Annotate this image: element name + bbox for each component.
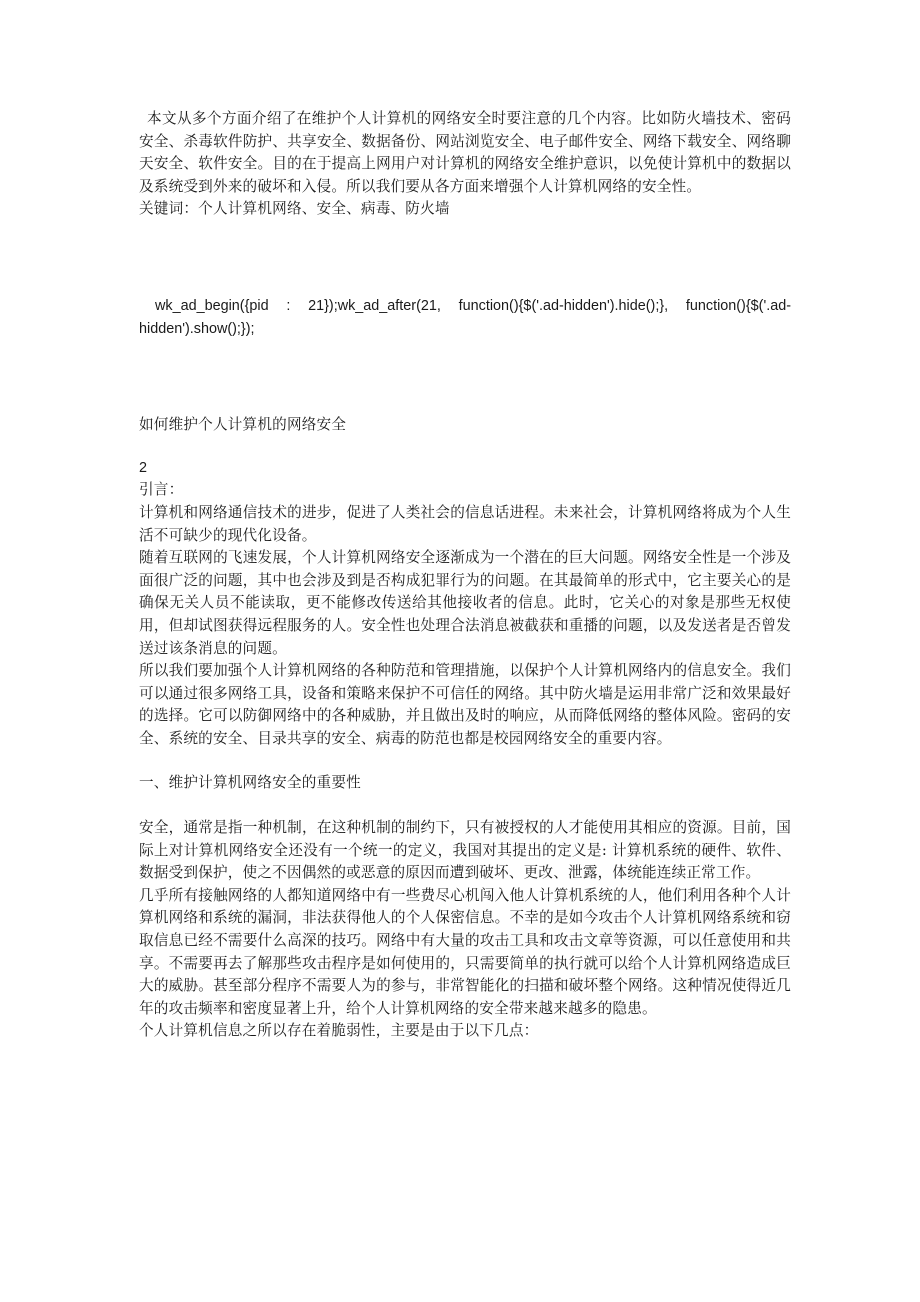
page-number: 2 <box>139 459 148 476</box>
section-1-paragraph-2: 几乎所有接触网络的人都知道网络中有一些费尽心机闯入他人计算机系统的人，他们利用各种个人计算机网络和系统的漏洞，非法获得他人的个人保密信息。不幸的是如今攻击个人计算机网络系统和窃取信息已经不需要什么高深的技巧。网络中有大量的攻击工具和攻击文章等资源，可以任意使用和共享。不需要再去了解那些攻击程序是如何使用的，只需要简单的执行就可以给个人计算机网络造成巨大的威胁。甚至部分程序不需要人为的参与，非常智能化的扫描和破坏整个网络。这种情况使得近几年的攻击频率和密度显著上升，给个人计算机网络的安全带来越来越多的隐患。 <box>139 886 791 1017</box>
ad-code-snippet: wk_ad_begin({pid : 21});wk_ad_after(21, function(){$('.ad-hidden').hide();}, function(){$('.ad-hidden').show();}); <box>139 297 791 337</box>
document-title: 如何维护个人计算机的网络安全 <box>139 416 347 434</box>
section-1-paragraph-1: 安全，通常是指一种机制，在这种机制的制约下，只有被授权的人才能使用其相应的资源。目前，国际上对计算机网络安全还没有一个统一的定义，我国对其提出的定义是: 计算机系统的硬件、软件、数据受到保护，使之不因偶然的或恶意的原因而遭到破坏、更改、泄露，体统能连续正常工作。 <box>139 819 791 882</box>
intro-label: 引言： <box>139 481 184 499</box>
keywords-line: 关键词：个人计算机网络、安全、病毒、防火墙 <box>139 200 450 218</box>
intro-paragraph-3: 所以我们要加强个人计算机网络的各种防范和管理措施，以保护个人计算机网络内的信息安全。我们可以通过很多网络工具，设备和策略来保护不可信任的网络。其中防火墙是运用非常广泛和效果最好的选择。它可以防御网络中的各种威胁，并且做出及时的响应，从而降低网络的整体风险。密码的安全、系统的安全、目录共享的安全、病毒的防范也都是校园网络安全的重要内容。 <box>139 662 791 747</box>
intro-paragraph-1: 计算机和网络通信技术的进步，促进了人类社会的信息话进程。未来社会，计算机网络将成为个人生活不可缺少的现代化设备。 <box>139 503 791 544</box>
intro-paragraph-2: 随着互联网的飞速发展，个人计算机网络安全逐渐成为一个潜在的巨大问题。网络安全性是一个涉及面很广泛的问题，其中也会涉及到是否构成犯罪行为的问题。在其最简单的形式中，它主要关心的是确保无关人员不能读取，更不能修改传送给其他接收者的信息。此时，它关心的对象是那些无权使用，但却试图获得远程服务的人。安全性也处理合法消息被截获和重播的问题，以及发送者是否曾发送过该条消息的问题。 <box>139 549 791 657</box>
spacer <box>139 437 791 457</box>
spacer <box>139 750 791 772</box>
document-page <box>139 108 791 1043</box>
spacer <box>139 221 791 295</box>
section-1-paragraph-3: 个人计算机信息之所以存在着脆弱性，主要是由于以下几点： <box>139 1022 539 1040</box>
section-1-heading: 一、维护计算机网络安全的重要性 <box>139 774 361 792</box>
spacer <box>139 340 791 414</box>
abstract-paragraph: 本文从多个方面介绍了在维护个人计算机的网络安全时要注意的几个内容。比如防火墙技术、密码安全、杀毒软件防护、共享安全、数据备份、网站浏览安全、电子邮件安全、网络下载安全、网络聊天安全、软件安全。目的在于提高上网用户对计算机的网络安全维护意识，以免使计算机中的数据以及系统受到外来的破坏和入侵。所以我们要从各方面来增强个人计算机网络的安全性。 <box>139 110 791 195</box>
spacer <box>139 795 791 817</box>
